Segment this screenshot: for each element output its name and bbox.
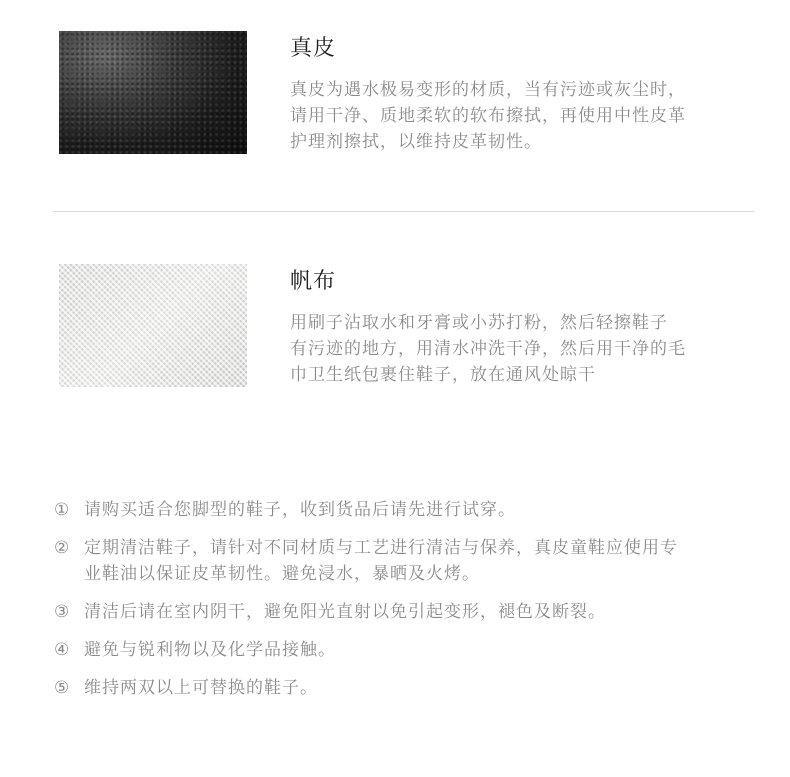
- tip-number: ⑤: [54, 678, 71, 698]
- tip-number: ②: [54, 538, 71, 558]
- leather-description-line: 真皮为遇水极易变形的材质，当有污迹或灰尘时，: [290, 80, 686, 100]
- canvas-description-line: 用刷子沾取水和牙膏或小苏打粉，然后轻擦鞋子: [290, 313, 668, 333]
- leather-title: 真皮: [290, 36, 337, 61]
- canvas-title: 帆布: [290, 269, 337, 294]
- tip-text: 业鞋油以保证皮革韧性。避免浸水，暴晒及火烤。: [84, 564, 480, 584]
- tip-text: 清洁后请在室内阴干，避免阳光直射以免引起变形，褪色及断裂。: [84, 602, 606, 622]
- tip-text: 维持两双以上可替换的鞋子。: [84, 678, 318, 698]
- leather-description-line: 护理剂擦拭，以维持皮革韧性。: [290, 132, 542, 152]
- section-divider: [53, 211, 754, 212]
- care-tip: [54, 675, 754, 701]
- care-tips-list: [54, 497, 754, 713]
- tip-text: 请购买适合您脚型的鞋子，收到货品后请先进行试穿。: [84, 500, 516, 520]
- leather-texture-image: [59, 31, 247, 154]
- tip-number: ①: [54, 500, 71, 520]
- care-tip: [54, 497, 754, 523]
- care-tip: [54, 599, 754, 625]
- leather-description: [290, 77, 740, 155]
- tip-number: ③: [54, 602, 71, 622]
- canvas-description-line: 有污迹的地方，用清水冲洗干净，然后用干净的毛: [290, 339, 686, 359]
- leather-description-line: 请用干净、质地柔软的软布擦拭，再使用中性皮革: [290, 106, 686, 126]
- care-tip: [54, 637, 754, 663]
- canvas-texture-image: [59, 264, 247, 387]
- care-tip: [54, 535, 754, 587]
- tip-text: 定期清洁鞋子，请针对不同材质与工艺进行清洁与保养，真皮童鞋应使用专: [84, 538, 678, 558]
- tip-text: 避免与锐利物以及化学品接触。: [84, 640, 336, 660]
- tip-number: ④: [54, 640, 71, 660]
- canvas-description: [290, 310, 740, 388]
- canvas-description-line: 巾卫生纸包裹住鞋子，放在通风处晾干: [290, 365, 596, 385]
